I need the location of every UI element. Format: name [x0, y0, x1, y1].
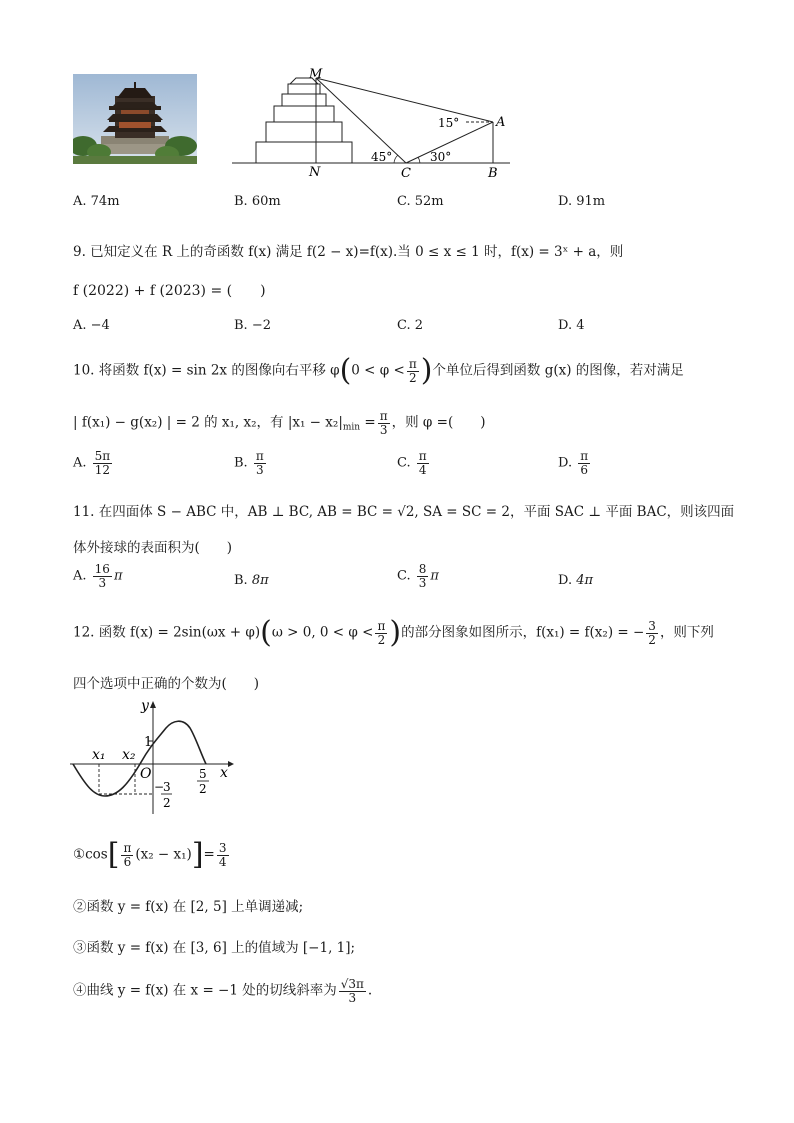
paren-open: (: [339, 353, 352, 388]
label-B: B: [488, 166, 498, 181]
tower-geometry-figure: [228, 66, 518, 182]
label-N: N: [309, 165, 321, 180]
item1-fraction-pi-6: $\frac{\pi}{6}$: [123, 840, 132, 869]
bracket-close: ]: [191, 837, 204, 872]
x-axis-label: x: [220, 765, 228, 781]
q12-line1-b: ω > 0, 0 < φ <: [271, 624, 374, 641]
q12-line1-c: 的部分图象如图所示，f(x₁) = f(x₂) = −: [401, 624, 645, 641]
q12-item-4: [73, 978, 372, 1004]
q12-fraction-3-2: $\frac{3}{2}$: [648, 618, 656, 647]
item1-fraction-3-4: $\frac{3}{4}$: [218, 840, 227, 869]
q9-option-a[interactable]: A. −4: [73, 318, 110, 333]
q10-fraction-pi-3: $\frac{\pi}{3}$: [379, 409, 388, 437]
x2-label: x₂: [122, 747, 136, 763]
q11-option-b[interactable]: B. 8π: [234, 573, 269, 588]
q9-stem-line2: f (2022) + f (2023) = ( ): [73, 283, 266, 299]
q11-option-a[interactable]: A. $\frac{16}{3}$ π: [73, 562, 123, 590]
q10-eq: =: [364, 414, 376, 431]
q12-line1-d: ，则下列: [659, 624, 714, 641]
label-A: A: [496, 115, 506, 130]
q12-stem-line2: 四个选项中正确的个数为( ): [73, 676, 260, 692]
q10-line2-b: ，则 φ =( ): [391, 414, 486, 431]
q10-option-c[interactable]: C. $\frac{\pi}{4}$: [397, 449, 427, 477]
y-axis-label: y: [141, 698, 149, 714]
q10-fraction-pi-2: $\frac{\pi}{2}$: [408, 356, 417, 385]
angle-45-label: 45°: [371, 150, 393, 164]
q10-line2-a: | f(x₁) − g(x₂) | = 2 的 x₁, x₂，有 |x₁ − x₂|: [73, 414, 343, 431]
paren-close: ): [420, 353, 433, 388]
neg-sign: −: [154, 780, 165, 794]
q10-option-b[interactable]: B. $\frac{\pi}{3}$: [234, 449, 264, 477]
paren-open: (: [260, 615, 272, 650]
item1-diff: (x₂ − x₁): [135, 846, 192, 863]
x1-label: x₁: [92, 747, 106, 763]
y-intercept-label: 1: [144, 735, 153, 750]
tower-photo: [73, 74, 197, 164]
q10-option-a[interactable]: A. $\frac{5\pi}{12}$: [73, 449, 111, 477]
item4-text: ④曲线 y = f(x) 在 x = −1 处的切线斜率为: [73, 982, 337, 999]
item1-eq: =: [203, 846, 215, 863]
q10-line1-a: 10. 将函数 f(x) = sin 2x 的图像向右平移 φ: [73, 362, 340, 379]
label-C: C: [401, 166, 411, 181]
q10-stem-line1: [73, 353, 684, 388]
item1-cos: ①cos: [73, 846, 108, 863]
q10-line1-b: 0 < φ <: [351, 362, 405, 379]
paren-close: ): [389, 615, 402, 650]
q8-option-b[interactable]: B. 60m: [234, 194, 281, 209]
q12-stem-line1: [73, 615, 714, 650]
q11-option-d[interactable]: D. 4π: [558, 573, 594, 588]
q11-stem-line1: 11. 在四面体 S − ABC 中，AB ⊥ BC, AB = BC = √2, SA = SC = 2，平面 SAC ⊥ 平面 BAC，则该四面: [73, 504, 735, 520]
origin-label: O: [140, 766, 152, 782]
label-M: M: [309, 67, 323, 82]
q12-item-1: [73, 837, 231, 872]
q8-option-a[interactable]: A. 74m: [73, 194, 120, 209]
neg-three: 3: [163, 780, 171, 794]
angle-15-label: 15°: [438, 116, 460, 130]
q9-option-c[interactable]: C. 2: [397, 318, 424, 333]
item4-fraction: $\frac{√3\pi}{3}$: [340, 977, 364, 1005]
q9-option-d[interactable]: D. 4: [558, 318, 585, 333]
q10-min-subscript: min: [342, 422, 361, 433]
q10-option-d[interactable]: D. $\frac{\pi}{6}$: [558, 449, 589, 477]
q9-stem-line1: 9. 已知定义在 R 上的奇函数 f(x) 满足 f(2 − x)=f(x).当 0 ≤ x ≤ 1 时，f(x) = 3ˣ + a，则: [73, 244, 624, 260]
angle-30-label: 30°: [430, 150, 452, 164]
q11-option-c[interactable]: C. $\frac{8}{3}$ π: [397, 562, 439, 590]
q10-line1-c: 个单位后得到函数 g(x) 的图像，若对满足: [432, 362, 684, 379]
q12-item-3: ③函数 y = f(x) 在 [3, 6] 上的值域为 [−1, 1];: [73, 940, 356, 956]
item4-period: .: [367, 982, 373, 999]
q12-fraction-pi-2: $\frac{\pi}{2}$: [377, 618, 386, 647]
q8-option-d[interactable]: D. 91m: [558, 194, 606, 209]
q11-stem-line2: 体外接球的表面积为( ): [73, 540, 233, 556]
q10-stem-line2: [73, 410, 485, 436]
q12-item-2: ②函数 y = f(x) 在 [2, 5] 上单调递减;: [73, 899, 304, 915]
bracket-open: [: [107, 837, 120, 872]
tick-two: 2: [199, 782, 207, 796]
q12-line1-a: 12. 函数 f(x) = 2sin(ωx + φ): [73, 624, 261, 641]
q9-option-b[interactable]: B. −2: [234, 318, 271, 333]
q8-option-c[interactable]: C. 52m: [397, 194, 444, 209]
sine-graph: [68, 696, 238, 818]
neg-two: 2: [163, 796, 171, 810]
tick-five: 5: [199, 767, 207, 781]
